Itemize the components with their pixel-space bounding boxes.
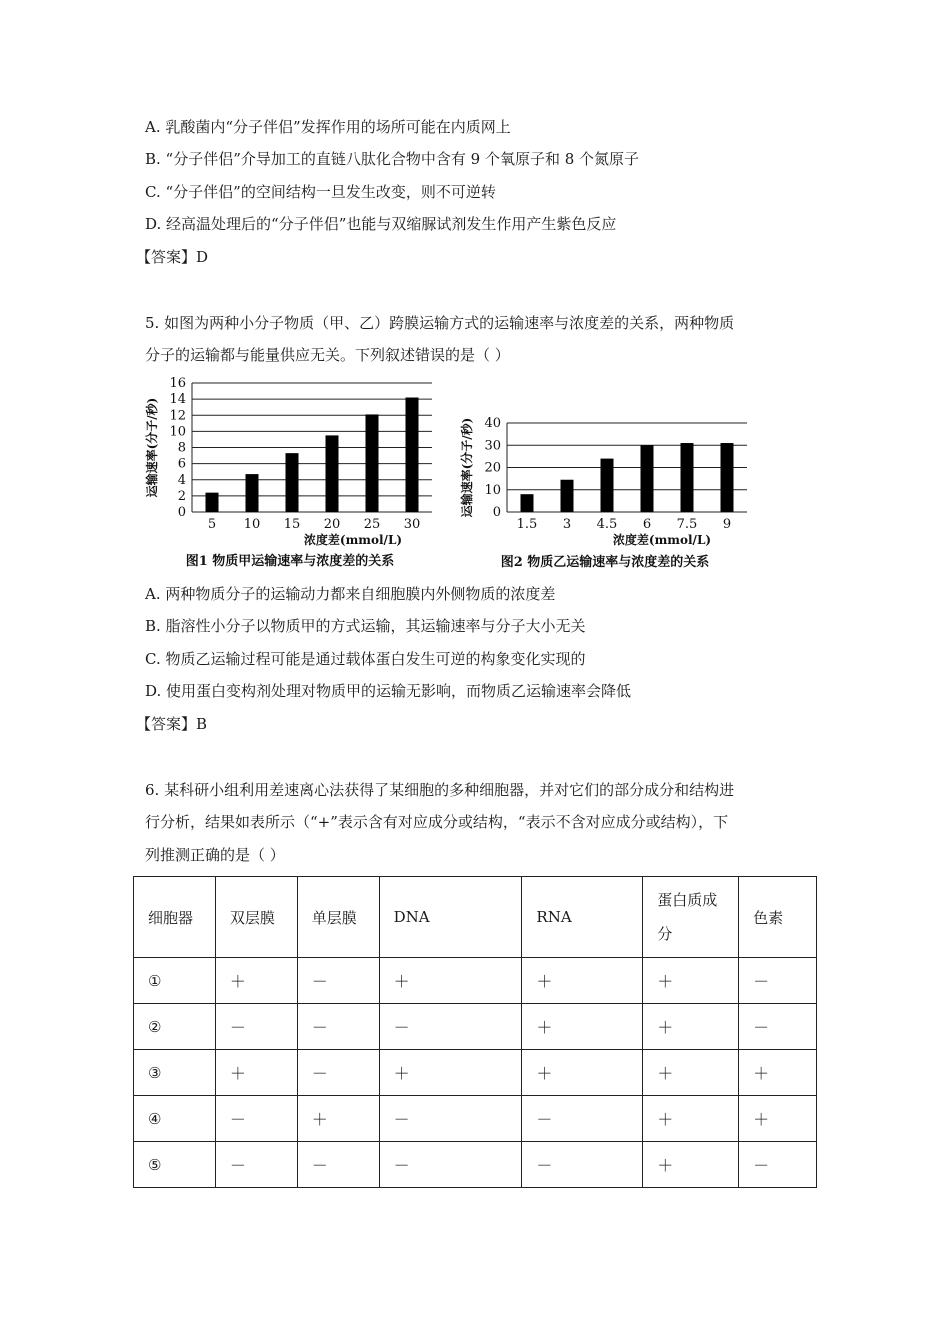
q4-option-b: B. “分子伴侣”介导加工的直链八肽化合物中含有 9 个氧原子和 8 个氮原子 (145, 150, 640, 168)
header-single-membrane: 单层膜 (297, 877, 379, 958)
cell: ＋ (643, 1050, 739, 1096)
cell: － (215, 1142, 297, 1188)
bar (206, 493, 219, 512)
table-row (134, 1096, 817, 1142)
cell: － (297, 1050, 379, 1096)
table-row (134, 1142, 817, 1188)
x-tick-label: 4.5 (596, 517, 618, 532)
header-organelle: 细胞器 (134, 877, 216, 958)
cell: － (379, 1096, 522, 1142)
cell: ＋ (522, 958, 643, 1004)
cell: ＋ (739, 1050, 817, 1096)
x-tick-label: 25 (363, 517, 381, 532)
cell: ＋ (297, 1096, 379, 1142)
y-tick-label: 2 (177, 488, 186, 504)
cell: ① (134, 958, 216, 1004)
table-row (134, 958, 817, 1004)
table-header-row (134, 877, 817, 958)
q5-stem-line1: 5. 如图为两种小分子物质（甲、乙）跨膜运输方式的运输速率与浓度差的关系，两种物质 (145, 314, 735, 332)
organelle-table (133, 876, 817, 1188)
q5-option-b: B. 脂溶性小分子以物质甲的方式运输，其运输速率与分子大小无关 (145, 617, 586, 635)
bar (641, 445, 654, 512)
x-tick-label: 30 (403, 517, 421, 532)
header-pigment: 色素 (739, 877, 817, 958)
cell: ＋ (643, 1096, 739, 1142)
q6-stem-line2: 行分析，结果如表所示（“+”表示含有对应成分或结构，“表示不含对应成分或结构），下 (145, 813, 729, 831)
cell: ＋ (215, 958, 297, 1004)
x-axis-label: 浓度差(mmol/L) (303, 533, 403, 547)
cell: ＋ (522, 1050, 643, 1096)
header-dna: DNA (379, 877, 522, 958)
cell: ＋ (643, 958, 739, 1004)
x-tick-label: 9 (722, 517, 732, 532)
y-tick-label: 10 (484, 482, 501, 498)
y-tick-label: 0 (177, 505, 186, 520)
header-protein (643, 877, 739, 958)
q6-stem-line3: 列推测正确的是（ ） (145, 846, 285, 864)
cell: ＋ (643, 1004, 739, 1050)
y-axis-label: 运输速率(分子/秒) (460, 417, 474, 518)
bar (366, 414, 379, 512)
cell: ④ (134, 1096, 216, 1142)
cell: － (297, 1142, 379, 1188)
q5-option-d: D. 使用蛋白变构剂处理对物质甲的运输无影响，而物质乙运输速率会降低 (145, 682, 632, 700)
y-tick-label: 30 (484, 438, 501, 454)
q5-stem-line2: 分子的运输都与能量供应无关。下列叙述错误的是（ ） (145, 346, 510, 364)
cell: － (739, 1004, 817, 1050)
y-tick-label: 12 (169, 408, 186, 424)
cell: ＋ (379, 1050, 522, 1096)
bar (561, 480, 574, 512)
x-tick-label: 15 (283, 517, 301, 532)
q4-option-a: A. 乳酸菌内“分子伴侣”发挥作用的场所可能在内质网上 (145, 118, 511, 136)
cell: ② (134, 1004, 216, 1050)
bar (721, 443, 734, 512)
cell: ③ (134, 1050, 216, 1096)
bar (246, 474, 259, 512)
y-tick-label: 6 (177, 456, 186, 472)
chart-figure1 (140, 372, 440, 572)
header-protein-line1: 蛋白质成 (657, 891, 718, 909)
cell: － (297, 1004, 379, 1050)
cell: ＋ (379, 958, 522, 1004)
table-row (134, 1050, 817, 1096)
cell: ⑤ (134, 1142, 216, 1188)
x-tick-label: 6 (642, 517, 652, 532)
q5-option-c: C. 物质乙运输过程可能是通过载体蛋白发生可逆的构象变化实现的 (145, 650, 586, 668)
q4-answer: 【答案】D (136, 248, 209, 266)
cell: － (522, 1096, 643, 1142)
bar (521, 494, 534, 512)
cell: － (739, 1142, 817, 1188)
y-tick-label: 10 (169, 424, 186, 440)
q6-stem-line1: 6. 某科研小组利用差速离心法获得了某细胞的多种细胞器，并对它们的部分成分和结构进 (145, 781, 735, 799)
y-tick-label: 4 (177, 472, 186, 488)
bar (601, 459, 614, 512)
cell: ＋ (522, 1004, 643, 1050)
y-tick-label: 8 (177, 440, 186, 456)
cell: － (739, 958, 817, 1004)
x-tick-label: 20 (323, 517, 341, 532)
header-rna: RNA (522, 877, 643, 958)
x-tick-label: 3 (562, 517, 572, 532)
table-row (134, 1004, 817, 1050)
bar (406, 398, 419, 512)
cell: － (215, 1096, 297, 1142)
cell: － (297, 958, 379, 1004)
chart-title: 图1 物质甲运输速率与浓度差的关系 (185, 554, 395, 569)
header-protein-line2: 分 (657, 925, 673, 943)
y-tick-label: 14 (169, 392, 186, 408)
x-tick-label: 5 (207, 517, 217, 532)
y-tick-label: 0 (492, 505, 501, 520)
cell: － (379, 1142, 522, 1188)
cell: － (379, 1004, 522, 1050)
header-double-membrane: 双层膜 (215, 877, 297, 958)
x-tick-label: 10 (243, 517, 261, 532)
y-tick-label: 40 (484, 416, 501, 431)
bar (326, 435, 339, 512)
cell: － (522, 1142, 643, 1188)
bar (286, 453, 299, 512)
q4-option-d: D. 经高温处理后的“分子伴侣”也能与双缩脲试剂发生作用产生紫色反应 (145, 215, 617, 233)
q5-option-a: A. 两种物质分子的运输动力都来自细胞膜内外侧物质的浓度差 (145, 585, 556, 603)
x-tick-label: 1.5 (516, 517, 538, 532)
y-tick-label: 16 (169, 376, 186, 391)
cell: ＋ (643, 1142, 739, 1188)
x-tick-label: 7.5 (676, 517, 698, 532)
cell: ＋ (739, 1096, 817, 1142)
y-axis-label: 运输速率(分子/秒) (145, 397, 159, 498)
cell: － (215, 1004, 297, 1050)
x-axis-label: 浓度差(mmol/L) (612, 533, 712, 547)
bar (681, 443, 694, 512)
cell: ＋ (215, 1050, 297, 1096)
chart-figure2 (455, 405, 755, 575)
chart-title: 图2 物质乙运输速率与浓度差的关系 (500, 555, 710, 570)
q4-option-c: C. “分子伴侣”的空间结构一旦发生改变，则不可逆转 (145, 183, 496, 201)
y-tick-label: 20 (484, 460, 501, 476)
q5-answer: 【答案】B (136, 715, 208, 733)
